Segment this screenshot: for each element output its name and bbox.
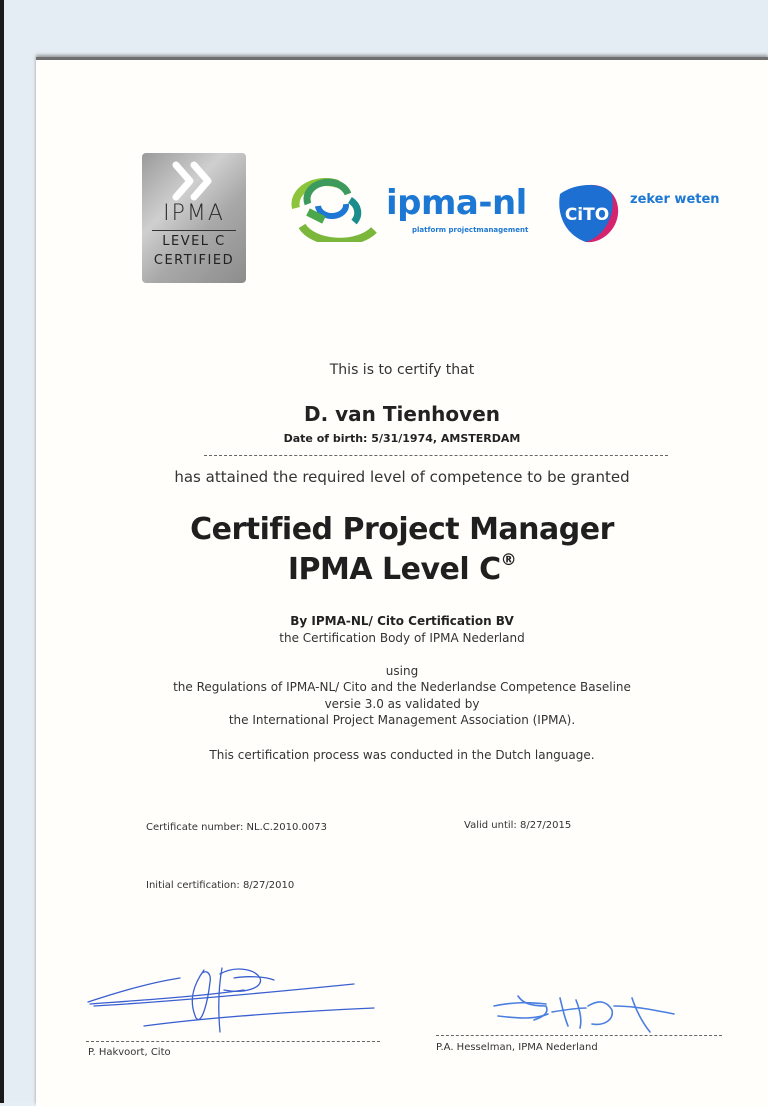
double-chevron-icon xyxy=(170,161,218,201)
certificate-number: Certificate number: NL.C.2010.0073 xyxy=(146,822,327,833)
signature-hesselman xyxy=(464,976,694,1036)
title-level: IPMA Level C xyxy=(287,552,501,587)
signature-line-left xyxy=(86,1041,380,1042)
signer-name-right: P.A. Hesselman, IPMA Nederland xyxy=(436,1042,598,1053)
badge-certified: CERTIFIED xyxy=(153,253,235,268)
signature-hakvoort xyxy=(84,960,384,1040)
registered-mark: ® xyxy=(500,550,517,569)
badge-level: LEVEL C xyxy=(162,234,226,249)
issuer: By IPMA-NL/ Cito Certification BV xyxy=(290,614,514,628)
intro-text: This is to certify that xyxy=(329,362,475,378)
holder-name: D. van Tienhoven xyxy=(303,402,500,426)
issuer-description: the Certification Body of IPMA Nederland xyxy=(279,631,525,645)
attained-text: has attained the required level of competence to be granted xyxy=(174,468,630,486)
language-note: This certification process was conducted in the Dutch language. xyxy=(209,748,595,762)
regulations-line3: the International Project Management Association (IPMA). xyxy=(228,713,576,727)
regulations-line1: the Regulations of IPMA-NL/ Cito and the Nederlandse Competence Baseline xyxy=(173,680,631,694)
ipma-level-c-badge xyxy=(142,153,246,283)
certificate-title-line1: Certified Project Manager xyxy=(190,512,614,547)
badge-ipma-word: IPMA xyxy=(163,201,225,226)
cito-tagline: zeker weten xyxy=(630,192,720,207)
cito-logo-icon xyxy=(556,180,624,246)
date-of-birth: Date of birth: 5/31/1974, AMSTERDAM xyxy=(283,432,521,445)
initial-certification: Initial certification: 8/27/2010 xyxy=(146,880,295,891)
using-text: using xyxy=(385,664,419,678)
svg-text:CiTO: CiTO xyxy=(564,205,610,225)
name-divider xyxy=(204,455,668,456)
ipma-nl-wordmark: ipma-nl xyxy=(386,183,527,223)
signature-line-right xyxy=(436,1035,722,1036)
signer-name-left: P. Hakvoort, Cito xyxy=(88,1047,171,1058)
badge-divider xyxy=(152,230,236,231)
valid-until: Valid until: 8/27/2015 xyxy=(464,820,572,831)
certificate-title-line2 xyxy=(36,552,768,587)
certificate-page xyxy=(36,57,768,1106)
ipma-nl-subtitle: platform projectmanagement xyxy=(412,226,529,234)
regulations-line2: versie 3.0 as validated by xyxy=(324,697,480,711)
ipma-nl-logo-icon xyxy=(288,178,380,242)
